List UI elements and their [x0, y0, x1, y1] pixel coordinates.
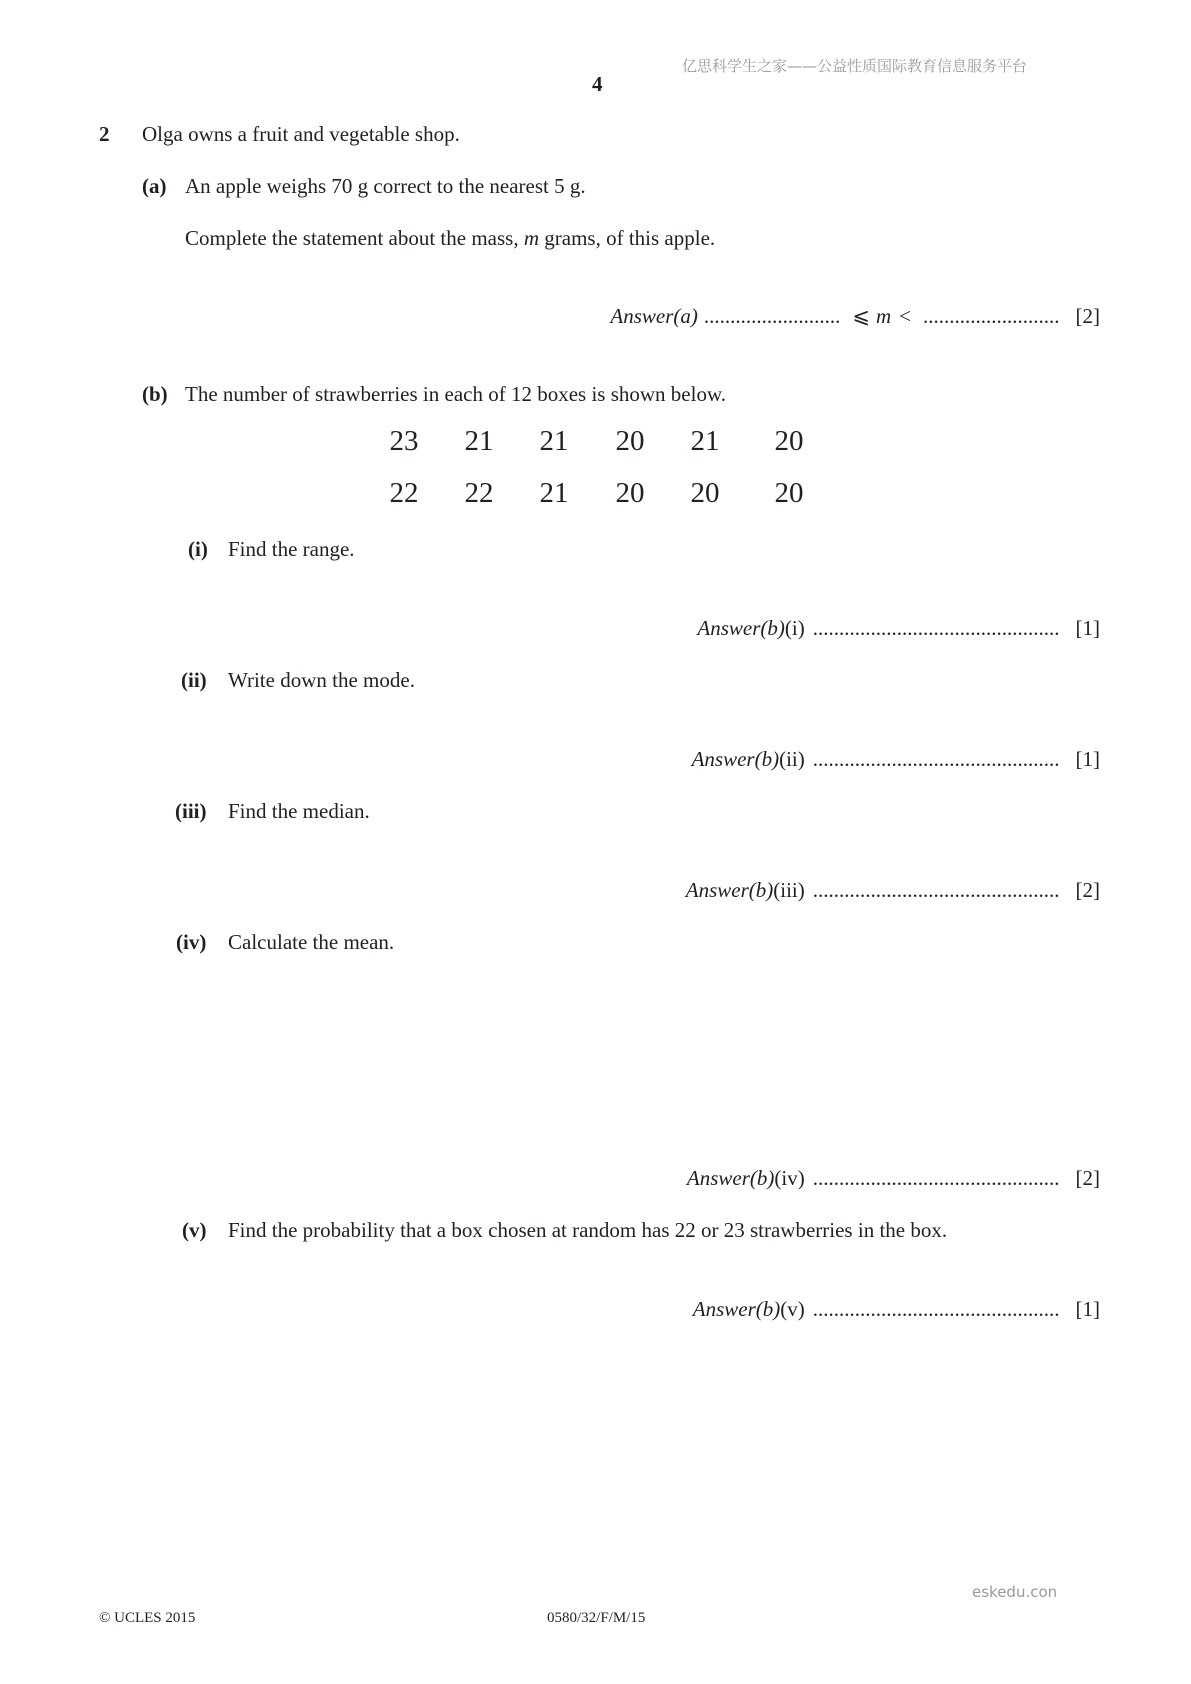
answer-b-ii-label: Answer(b)	[691, 747, 780, 771]
answer-a-blank-1[interactable]: ..........................	[703, 304, 841, 328]
part-a-text2-pre: Complete the statement about the mass,	[185, 226, 524, 250]
answer-b-ii-mark: [1]	[1075, 747, 1100, 771]
watermark-top: 亿思科学生之家——公益性质国际教育信息服务平台	[682, 57, 1028, 75]
sub-v-text: Find the probability that a box chosen at random has 22 or 23 strawberries in the box.	[228, 1218, 948, 1242]
answer-b-iv-mark: [2]	[1075, 1166, 1100, 1190]
data-value: 20	[615, 477, 645, 509]
sub-iv-label: (iv)	[176, 930, 207, 954]
sub-i-text: Find the range.	[228, 537, 355, 561]
answer-b-i-blank[interactable]: ...............................................	[812, 616, 1060, 640]
answer-b-iii-label: Answer(b)	[685, 878, 774, 902]
sub-i-label: (i)	[188, 537, 208, 561]
answer-b-v-line	[693, 1297, 1100, 1322]
answer-b-iv-line	[687, 1166, 1100, 1191]
answer-b-iv-blank[interactable]: ...............................................	[812, 1166, 1060, 1190]
answer-b-v-blank[interactable]: ...............................................	[812, 1297, 1060, 1321]
data-value: 20	[774, 477, 804, 509]
footer-code: 0580/32/F/M/15	[547, 1610, 646, 1626]
answer-b-iv-part: (iv)	[774, 1166, 805, 1190]
data-value: 22	[464, 477, 494, 509]
answer-a-blank-2[interactable]: ..........................	[923, 304, 1060, 328]
answer-b-ii-line	[692, 747, 1100, 772]
data-value: 20	[690, 477, 720, 509]
answer-a-leq: ⩽	[852, 304, 870, 328]
part-a-text2-var: m	[523, 226, 540, 250]
answer-a-label: Answer(a)	[610, 304, 698, 328]
sub-iv-text: Calculate the mean.	[228, 930, 395, 954]
part-b-text: The number of strawberries in each of 12 boxes is shown below.	[185, 382, 726, 406]
data-value: 21	[464, 425, 494, 457]
answer-a-var: m	[875, 304, 892, 328]
answer-b-i-line	[697, 616, 1100, 641]
data-value: 23	[389, 425, 419, 457]
answer-b-v-mark: [1]	[1075, 1297, 1100, 1321]
answer-b-iii-part: (iii)	[773, 878, 805, 902]
sub-iii-label: (iii)	[175, 799, 207, 823]
answer-a-lt: <	[899, 304, 911, 328]
answer-b-v-part: (v)	[780, 1297, 805, 1321]
answer-b-i-label: Answer(b)	[697, 616, 785, 640]
data-value: 21	[539, 425, 569, 457]
answer-b-iii-blank[interactable]: ...............................................	[812, 878, 1060, 902]
data-value: 20	[774, 425, 804, 457]
part-a-text1: An apple weighs 70 g correct to the nearest 5 g.	[185, 174, 586, 198]
footer-copyright: © UCLES 2015	[99, 1610, 196, 1626]
answer-b-v-label: Answer(b)	[692, 1297, 781, 1321]
data-value: 21	[690, 425, 720, 457]
data-value: 22	[389, 477, 419, 509]
answer-b-i-part: (i)	[784, 616, 805, 640]
watermark-bottom: eskedu.con	[972, 1583, 1058, 1601]
sub-v-label: (v)	[182, 1218, 207, 1242]
data-value: 21	[539, 477, 569, 509]
question-intro: Olga owns a fruit and vegetable shop.	[142, 122, 460, 146]
question-number: 2	[99, 122, 110, 146]
part-b-label: (b)	[142, 382, 168, 406]
answer-b-i-mark: [1]	[1075, 616, 1100, 640]
part-a-text2	[185, 226, 715, 251]
sub-ii-label: (ii)	[181, 668, 207, 692]
page-number: 4	[592, 72, 603, 96]
answer-b-ii-blank[interactable]: ...............................................	[812, 747, 1060, 771]
part-a-label: (a)	[142, 174, 167, 198]
sub-ii-text: Write down the mode.	[228, 668, 415, 692]
answer-a-mark: [2]	[1075, 304, 1100, 328]
data-value: 20	[615, 425, 645, 457]
answer-b-iii-mark: [2]	[1075, 878, 1100, 902]
sub-iii-text: Find the median.	[228, 799, 370, 823]
answer-a-line	[610, 304, 1100, 329]
part-a-text2-post: grams, of this apple.	[539, 226, 716, 250]
answer-b-iii-line	[686, 878, 1100, 903]
answer-b-ii-part: (ii)	[779, 747, 805, 771]
answer-b-iv-label: Answer(b)	[686, 1166, 775, 1190]
